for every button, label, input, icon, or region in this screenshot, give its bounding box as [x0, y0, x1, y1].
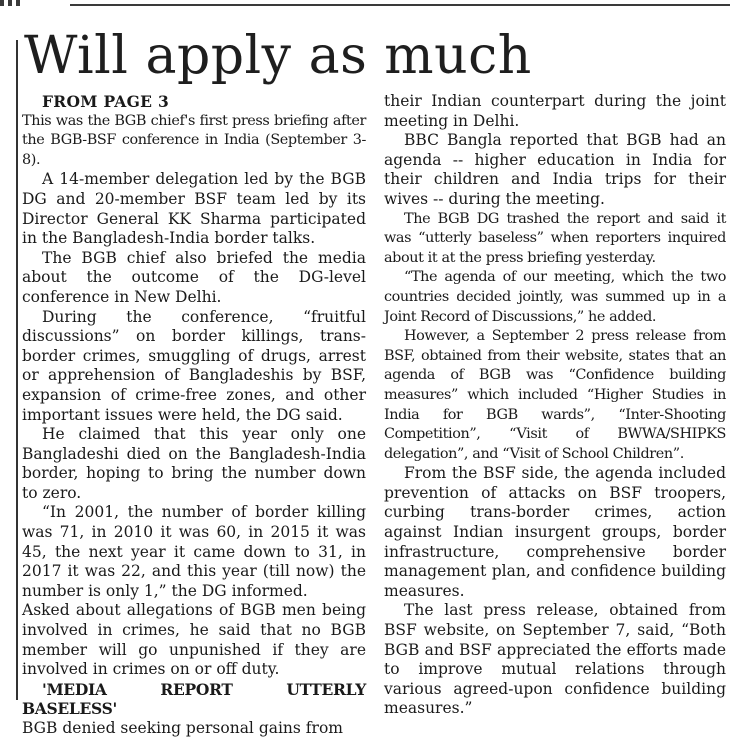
paragraph: “In 2001, the number of border killing was 71, in 2010 it was 60, in 2015 it was 45, the next year it came down to 31, in 2017 it was 22, and this year (till now) the number is only 1,” the DG informed. — [22, 503, 366, 600]
paragraph: The last press release, obtained from BSF website, on September 7, said, “Both BGB and BSF appreciated the efforts made to improve mutual relations through various agreed-upon confidence building measures.” — [384, 601, 726, 718]
paragraph: BGB denied seeking personal gains from — [22, 719, 343, 737]
crop-mark — [16, 0, 20, 6]
headline: Will apply as much — [24, 26, 532, 86]
article-column-2 — [384, 92, 726, 719]
paragraph: The BGB DG trashed the report and said it was “utterly baseless” when reporters inquired about it at the press briefing yesterday. — [384, 210, 726, 266]
paragraph: BBC Bangla reported that BGB had an agenda -- higher education in India for their children and India trips for their wives -- during the meeting. — [384, 131, 726, 208]
paragraph: He claimed that this year only one Bangladeshi died on the Bangladesh-India border, hoping to bring the number down to zero. — [22, 425, 366, 502]
top-cropped-rule — [0, 0, 730, 10]
kicker: FROM PAGE 3 — [42, 92, 170, 111]
subheading: 'MEDIA REPORT UTTERLY BASELESS' — [22, 679, 366, 719]
paragraph: “The agenda of our meeting, which the two countries decided jointly, was summed up in a Joint Record of Discussions,” he added. — [384, 269, 726, 325]
paragraph: From the BSF side, the agenda included prevention of attacks on BSF troopers, curbing trans-border crimes, action against Indian insurgent groups, border infrastructure, comprehensive border management plan, and confidence building measures. — [384, 464, 726, 600]
paragraph: The BGB chief also briefed the media about the outcome of the DG-level conference in New Delhi. — [22, 248, 366, 306]
paragraph: This was the BGB chief's first press briefing after the BGB-BSF conference in India (September 3-8). — [22, 112, 366, 168]
crop-mark — [8, 0, 12, 6]
paragraph: A 14-member delegation led by the BGB DG and 20-member BSF team led by its Director General KK Sharma participated in the Bangladesh-India border talks. — [22, 170, 366, 248]
paragraph: During the conference, “fruitful discussions” on border killings, trans-border crimes, smuggling of drugs, arrest or apprehension of Bangladeshis by BSF, expansion of crime-free zones, and other important issues were held, the DG said. — [22, 307, 366, 424]
paragraph: Asked about allegations of BGB men being involved in crimes, he said that no BGB member will go unpunished if they are involved in crimes on or off duty. — [22, 601, 366, 679]
article-column-1 — [22, 92, 366, 739]
paragraph: their Indian counterpart during the joint meeting in Delhi. — [384, 92, 726, 130]
crop-mark — [0, 0, 4, 6]
left-column-rule — [16, 40, 18, 700]
paragraph: However, a September 2 press release from BSF, obtained from their website, states that an agenda of BGB was “Confidence building measures” which included “Higher Studies in India for BGB wards”, “Inter-Shooting Competition”, “Visit of BWWA/SHIPKS delegation”, and “Visit of School Children”. — [384, 328, 726, 462]
top-rule — [70, 4, 730, 6]
